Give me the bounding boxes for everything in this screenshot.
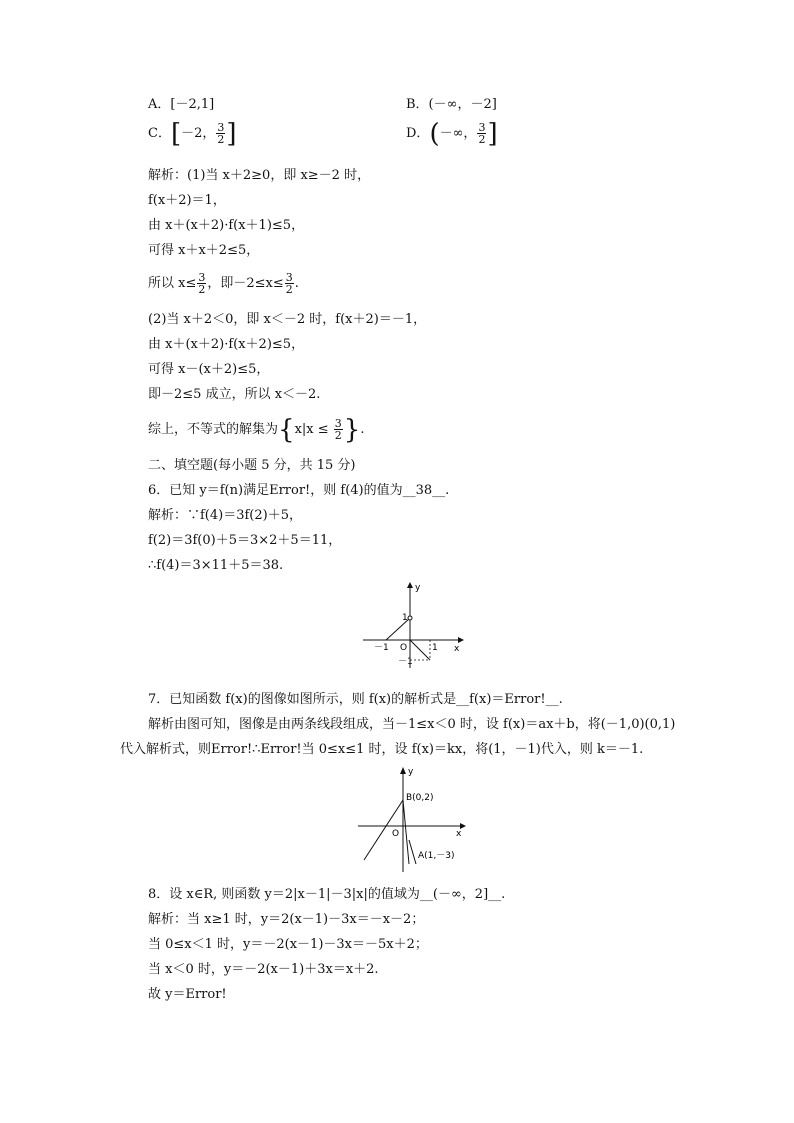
answer-blank: __38__ xyxy=(402,483,446,498)
fraction-denominator: 2 xyxy=(198,283,206,296)
fraction xyxy=(477,122,486,145)
question-text: . xyxy=(501,887,506,902)
x-axis-label: x xyxy=(456,829,462,839)
fraction-numerator: 3 xyxy=(478,121,486,134)
set-inner: x|x ≤ xyxy=(294,422,333,437)
question-text: . xyxy=(558,692,563,707)
solution-line: 当 x＜0 时，y＝－2(x－1)＋3x＝x＋2. xyxy=(148,962,379,977)
option-b: B．(－∞，－2] xyxy=(406,97,497,112)
point-label-b: B(0,2) xyxy=(406,793,434,803)
question-8 xyxy=(148,886,505,904)
origin-label: O xyxy=(392,829,400,839)
answer-blank: __(－∞，2]__ xyxy=(419,887,502,902)
fraction xyxy=(334,418,343,441)
origin-label: O xyxy=(400,643,408,653)
fraction-denominator: 2 xyxy=(478,133,486,146)
option-d xyxy=(406,118,498,149)
fraction-denominator: 2 xyxy=(217,133,225,146)
solution-line: 当 0≤x＜1 时，y＝－2(x－1)－3x＝－5x＋2； xyxy=(148,937,428,952)
open-point xyxy=(408,616,412,620)
solution-line: ∴f(4)＝3×11＋5＝38. xyxy=(148,558,284,573)
option-c-prefix: C． xyxy=(148,126,171,141)
text: ，即－2≤x≤ xyxy=(207,276,284,291)
y-axis-arrow-icon xyxy=(407,582,413,588)
fraction xyxy=(285,272,294,295)
answer-blank: __f(x)＝Error!__ xyxy=(456,692,559,707)
solution-line: 可得 x＋x＋2≤5， xyxy=(148,243,260,258)
solution-line xyxy=(148,272,299,295)
segment-right xyxy=(410,640,430,660)
left-brace: { xyxy=(278,414,295,445)
tick-label: －1 xyxy=(398,657,413,667)
fraction xyxy=(216,122,225,145)
text: 综上，不等式的解集为 xyxy=(148,422,279,437)
solution-line: 代入解析式，则Error!∴Error!当 0≤x≤1 时，设 f(x)＝kx，将(1，－1)代入，则 k＝－1. xyxy=(120,742,644,757)
tick-label: 1 xyxy=(402,613,408,623)
solution-line: f(x＋2)＝1， xyxy=(148,193,226,208)
right-bracket: ] xyxy=(487,118,498,149)
tick-label: －1 xyxy=(374,643,389,653)
solution-line: 故 y＝Error! xyxy=(148,987,227,1002)
left-paren: ( xyxy=(429,118,440,149)
solution-line: (2)当 x＋2＜0，即 x＜－2 时，f(x＋2)＝－1， xyxy=(148,312,427,327)
option-c-inner: －2， xyxy=(181,126,216,141)
solution-line: f(2)＝3f(0)＋5＝3×2＋5＝11， xyxy=(148,533,342,548)
fraction-numerator: 3 xyxy=(285,271,293,284)
solution-line: 解析：(1)当 x＋2≥0，即 x≥－2 时， xyxy=(148,168,371,183)
solution-line: 解析：当 x≥1 时，y＝2(x－1)－3x＝－x－2； xyxy=(148,912,425,927)
text: 所以 x≤ xyxy=(148,276,197,291)
point-label-a: A(1,－3) xyxy=(418,851,455,861)
fraction-numerator: 3 xyxy=(217,121,225,134)
fraction-denominator: 2 xyxy=(334,429,342,442)
solution-line: 解析由图可知，图像是由两条线段组成，当－1≤x＜0 时，设 f(x)＝ax＋b，将(－1,0)(0,1) xyxy=(148,717,676,732)
fraction-numerator: 3 xyxy=(334,417,342,430)
solution-line: 即－2≤5 成立，所以 x＜－2. xyxy=(148,387,321,402)
right-bracket: ] xyxy=(226,118,237,149)
text: . xyxy=(360,422,365,437)
solution-line: 可得 x－(x＋2)≤5， xyxy=(148,362,270,377)
question-6 xyxy=(148,482,449,500)
y-axis-arrow-icon xyxy=(400,767,406,774)
section-heading: 二、填空题(每小题 5 分，共 15 分) xyxy=(148,458,356,473)
fraction-denominator: 2 xyxy=(285,283,293,296)
segment-right xyxy=(409,840,416,864)
question-text: 6．已知 y＝f(n)满足Error!，则 f(4)的值为 xyxy=(148,483,403,498)
fraction xyxy=(197,272,206,295)
solution-line: 由 x＋(x＋2)·f(x＋2)≤5， xyxy=(148,337,305,352)
solution-line: 由 x＋(x＋2)·f(x＋1)≤5， xyxy=(148,218,305,233)
text: . xyxy=(294,276,299,291)
x-axis-arrow-icon xyxy=(458,637,464,643)
solution-line: 解析：∵f(4)＝3f(2)＋5， xyxy=(148,508,302,523)
fraction-numerator: 3 xyxy=(198,271,206,284)
segment-middle xyxy=(403,800,409,864)
option-c xyxy=(148,118,237,149)
right-brace: } xyxy=(343,414,361,445)
question-7 xyxy=(148,691,563,709)
function-graph-2 xyxy=(356,764,472,876)
left-bracket: [ xyxy=(170,118,182,149)
x-axis-label: x xyxy=(454,644,460,654)
question-text: 7．已知函数 f(x)的图像如图所示，则 f(x)的解析式是 xyxy=(148,692,457,707)
y-axis-label: y xyxy=(408,767,414,777)
option-d-prefix: D． xyxy=(406,126,430,141)
option-a: A．[－2,1] xyxy=(148,97,215,112)
tick-label: 1 xyxy=(432,643,438,653)
y-axis-label: y xyxy=(415,583,421,593)
question-text: 8．设 x∈R, 则函数 y＝2|x－1|－3|x|的值域为 xyxy=(148,887,420,902)
function-graph-1 xyxy=(358,580,468,672)
solution-line xyxy=(148,414,365,445)
option-d-inner: －∞， xyxy=(439,126,477,141)
question-text: . xyxy=(445,483,450,498)
